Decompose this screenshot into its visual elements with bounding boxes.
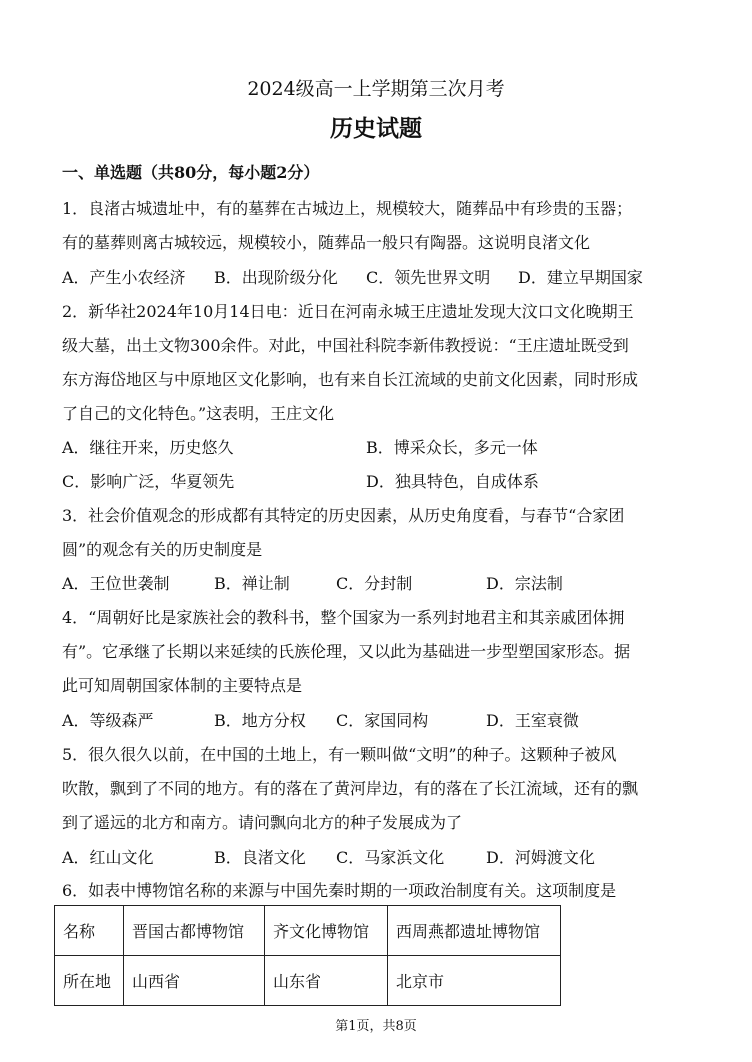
question-5-option-c: C．马家浜文化 (336, 848, 445, 867)
section-heading: 一、单选题（共80分，每小题2分） (62, 163, 320, 182)
question-4-option-d: D．王室衰微 (486, 711, 579, 730)
table-cell: 西周燕都遗址博物馆 (388, 906, 561, 956)
table-cell: 齐文化博物馆 (265, 906, 388, 956)
question-4-option-c: C．家国同构 (336, 711, 429, 730)
museum-table (54, 905, 561, 1006)
question-5-option-b: B．良渚文化 (214, 848, 306, 867)
question-5-option-d: D．河姆渡文化 (486, 848, 595, 867)
question-4-line-3: 此可知周朝国家体制的主要特点是 (62, 676, 303, 695)
question-1-option-d: D．建立早期国家 (518, 268, 643, 287)
question-4-option-a: A．等级森严 (62, 711, 154, 730)
question-2-option-b: B．博采众长，多元一体 (366, 438, 538, 457)
table-cell: 山西省 (124, 956, 265, 1006)
question-5-line-1: 5．很久很久以前，在中国的土地上，有一颗叫做“文明”的种子。这颗种子被风 (62, 745, 617, 764)
question-3-line-1: 3．社会价值观念的形成都有其特定的历史因素，从历史角度看，与春节“合家团 (62, 506, 625, 525)
exam-title: 2024级高一上学期第三次月考 (247, 78, 505, 100)
question-5-line-3: 到了遥远的北方和南方。请问飘向北方的种子发展成为了 (62, 813, 463, 832)
question-3-option-d: D．宗法制 (486, 574, 563, 593)
question-2-line-2: 级大墓，出土文物300余件。对此，中国社科院李新伟教授说：“王庄遗址既受到 (62, 336, 629, 355)
table-cell: 北京市 (388, 956, 561, 1006)
table-cell: 晋国古都博物馆 (124, 906, 265, 956)
question-2-line-4: 了自己的文化特色。”这表明，王庄文化 (62, 404, 335, 423)
table-cell: 所在地 (55, 956, 124, 1006)
question-4-line-2: 有”。它承继了长期以来延续的氏族伦理，又以此为基础进一步型塑国家形态。据 (62, 642, 631, 661)
question-1-option-b: B．出现阶级分化 (214, 268, 338, 287)
question-6-line-1: 6．如表中博物馆名称的来源与中国先秦时期的一项政治制度有关。这项制度是 (62, 881, 617, 900)
question-1-option-a: A．产生小农经济 (62, 268, 186, 287)
question-2-option-c: C．影响广泛，华夏领先 (62, 472, 235, 491)
table-cell: 名称 (55, 906, 124, 956)
question-5-line-2: 吹散，飘到了不同的地方。有的落在了黄河岸边，有的落在了长江流域，还有的飘 (62, 779, 639, 798)
table-row (55, 906, 561, 956)
question-2-line-1: 2．新华社2024年10月14日电：近日在河南永城王庄遗址发现大汶口文化晚期王 (62, 302, 634, 321)
question-4-option-b: B．地方分权 (214, 711, 306, 730)
question-1-line-1: 1．良渚古城遗址中，有的墓葬在古城边上，规模较大，随葬品中有珍贵的玉器； (62, 199, 633, 218)
question-4-line-1: 4．“周朝好比是家族社会的教科书，整个国家为一系列封地君主和其亲戚团体拥 (62, 608, 625, 627)
question-2-option-d: D．独具特色，自成体系 (366, 472, 539, 491)
question-3-option-c: C．分封制 (336, 574, 413, 593)
page-footer: 第1页，共8页 (335, 1019, 417, 1034)
question-3-line-2: 圆”的观念有关的历史制度是 (62, 540, 263, 559)
table-row (55, 956, 561, 1006)
question-2-line-3: 东方海岱地区与中原地区文化影响，也有来自长江流域的史前文化因素，同时形成 (62, 370, 639, 389)
question-2-option-a: A．继往开来，历史悠久 (62, 438, 234, 457)
question-5-option-a: A．红山文化 (62, 848, 154, 867)
table-cell: 山东省 (265, 956, 388, 1006)
question-1-option-c: C．领先世界文明 (366, 268, 491, 287)
question-1-line-2: 有的墓葬则离古城较远，规模较小，随葬品一般只有陶器。这说明良渚文化 (62, 233, 591, 252)
question-3-option-b: B．禅让制 (214, 574, 290, 593)
question-3-option-a: A．王位世袭制 (62, 574, 170, 593)
exam-subject: 历史试题 (330, 115, 422, 142)
